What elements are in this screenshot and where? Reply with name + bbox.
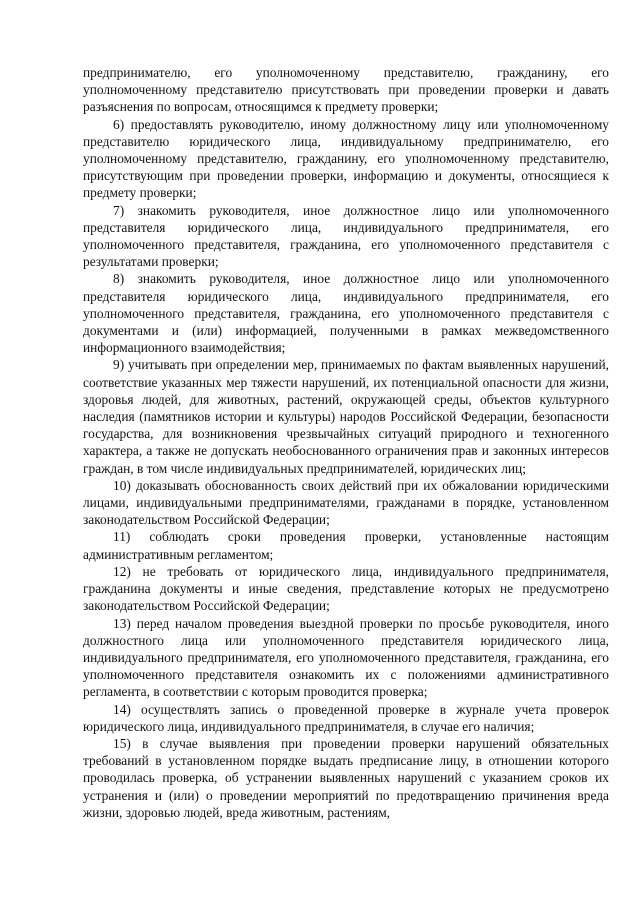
paragraph-item-8: 8) знакомить руководителя, иное должностное лицо или уполномоченного представителя юридического лица, индивидуального предпринимателя, его уполномоченного представителя, гражданина, его уполномоченного представителя с документами и (или) информацией, полученными в рамках межведомственного информационного взаимодействия; (83, 271, 609, 356)
paragraph-continuation: предпринимателю, его уполномоченному представителю, гражданину, его уполномоченному представителю присутствовать при проведении проверки и давать разъяснения по вопросам, относящимся к предмету проверки; (83, 65, 609, 115)
paragraph-item-13: 13) перед началом проведения выездной проверки по просьбе руководителя, иного должностного лица или уполномоченного представителя юридического лица, индивидуального предпринимателя, его уполномоченного представителя, гражданина, его уполномоченного представителя ознакомить их с положениями административного регламента, в соответствии с которым проводится проверка; (83, 615, 609, 700)
paragraph-item-7: 7) знакомить руководителя, иное должностное лицо или уполномоченного представителя юридического лица, индивидуального предпринимателя, его уполномоченного представителя, гражданина, его уполномоченного представителя с результатами проверки; (83, 202, 609, 270)
paragraph-item-15: 15) в случае выявления при проведении проверки нарушений обязательных требований в установленном порядке выдать предписание лицу, в отношении которого проводилась проверка, об устранении выявленных нарушений с указанием сроков их устранения и (или) о проведении мероприятий по предотвращению причинения вреда жизни, здоровью людей, вреда животным, растениям, (83, 735, 609, 820)
paragraph-item-6: 6) предоставлять руководителю, иному должностному лицу или уполномоченному представителю юридического лица, индивидуальному предпринимателю, его уполномоченному представителю, гражданину, его уполномоченному представителю, присутствующим при проведении проверки, информацию и документы, относящиеся к предмету проверки; (83, 116, 609, 201)
paragraph-item-14: 14) осуществлять запись о проведенной проверке в журнале учета проверок юридического лица, индивидуального предпринимателя, в случае его наличия; (83, 701, 609, 734)
paragraph-item-9: 9) учитывать при определении мер, принимаемых по фактам выявленных нарушений, соответствие указанных мер тяжести нарушений, их потенциальной опасности для жизни, здоровья людей, для животных, растений, окружающей среды, объектов культурного наследия (памятников истории и культуры) народов Российской Федерации, безопасности государства, для возникновения чрезвычайных ситуаций природного и техногенного характера, а также не допускать необоснованного ограничения прав и законных интересов граждан, в том числе индивидуальных предпринимателей, юридических лиц; (83, 357, 609, 476)
paragraph-item-12: 12) не требовать от юридического лица, индивидуального предпринимателя, гражданина документы и иные сведения, представление которых не предусмотрено законодательством Российской Федерации; (83, 563, 609, 614)
paragraph-item-11: 11) соблюдать сроки проведения проверки, установленные настоящим административным регламентом; (83, 529, 609, 562)
document-page (83, 64, 609, 821)
paragraph-item-10: 10) доказывать обоснованность своих действий при их обжаловании юридическими лицами, индивидуальными предпринимателями, гражданами в порядке, установленном законодательством Российской Федерации; (83, 477, 609, 528)
